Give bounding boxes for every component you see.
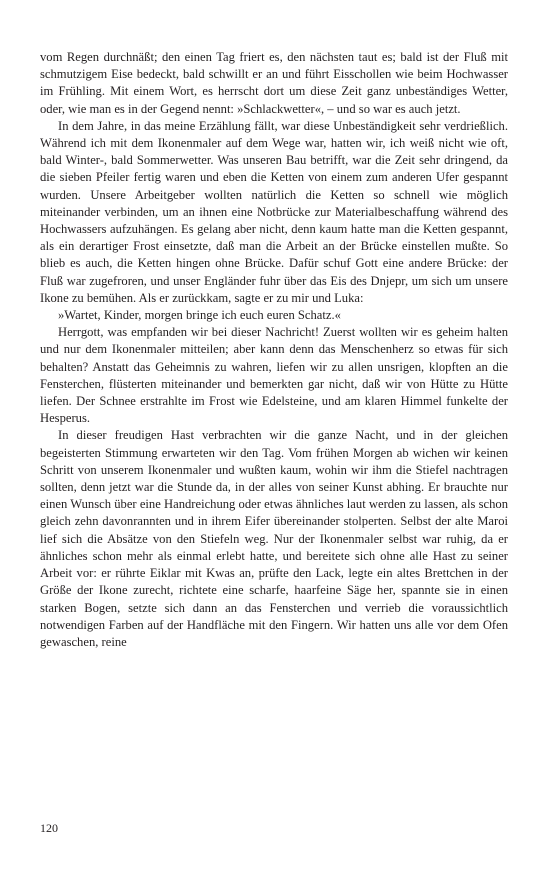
paragraph-5: In dieser freudigen Hast verbrachten wir die ganze Nacht, und in der gleichen begeisterten Stimmung erwarteten wir den Tag. Vom frühen Morgen ab wichen wir keinen Schritt von unserem Ikonenmaler und wußten kaum, wohin wir ihm die Stiefel nachtragen sollten, denn jetzt war die Stunde da, in der alles von seiner Kunst abhing. Er brauchte nur einen Wunsch über eine Handreichung oder etwas ähnliches laut werden zu lassen, als schon gleich zehn davonrannten und in ihrem Eifer übereinander stolperten. Selbst der alte Maroi lief sich die Absätze von den Stiefeln weg. Nur der Ikonenmaler selbst war ruhig, da er ähnliches schon mehr als einmal erlebt hatte, und bereitete sich ohne alle Hast zu seiner Arbeit vor: er rührte Eiklar mit Kwas an, prüfte den Lack, legte ein altes Brettchen in der Größe der Ikone zurecht, richtete eine scharfe, haarfeine Säge her, spannte sie in einen starken Bogen, setzte sich dann an das Fensterchen und verrieb die voraussichtlich notwendigen Farben auf der Handfläche mit den Fingern. Wir hatten uns alle vor dem Ofen gewaschen, reine	[40, 428, 508, 649]
paragraph-2: In dem Jahre, in das meine Erzählung fällt, war diese Unbeständigkeit sehr verdrießlich. Während ich mit dem Ikonenmaler auf dem Wege war, hatten wir, ich weiß nicht wie oft, bald Winter-, bald Sommerwetter. Was unseren Bau betrifft, war die Zeit sehr dringend, da die sieben Pfeiler fertig waren und eben die Ketten von einem zum anderen Ufer gespannt wurden. Unsere Arbeitgeber wollten natürlich die Ketten so schnell wie möglich miteinander verbinden, um an ihnen eine Notbrücke zur Materialbeschaffung während des Hochwassers aufzuhängen. Es gelang aber nicht, denn kaum hatte man die Ketten gespannt, als ein derartiger Frost einsetzte, daß man die Arbeit an der Brücke einstellen mußte. So blieb es auch, die Ketten hingen ohne Brücke. Dafür schuf Gott eine andere Brücke: der Fluß war zugefroren, und unser Engländer fuhr über das Eis des Dnjepr, um sich um unsere Ikone zu bemühen. Als er zurückkam, sagte er zu mir und Luka:	[40, 118, 508, 305]
page-number: 120	[40, 821, 58, 835]
body-text	[40, 49, 508, 651]
paragraph-3: »Wartet, Kinder, morgen bringe ich euch euren Schatz.«	[58, 308, 341, 323]
paragraph-1: vom Regen durchnäßt; den einen Tag friert es, den nächsten taut es; bald ist der Fluß mit schmutzigem Eise bedeckt, bald schwillt er an und führt Eisschollen wie beim Hochwasser im Frühling. Mit einem Wort, es herrscht dort um diese Zeit ganz unbeständiges Wetter, oder, wie man es in der Gegend nennt: »Schlackwetter«, – und so war es auch jetzt.	[40, 50, 508, 116]
paragraph-4: Herrgott, was empfanden wir bei dieser Nachricht! Zuerst wollten wir es geheim halten und nur dem Ikonenmaler mitteilen; aber kann denn das Menschenherz so etwas für sich behalten? Anstatt das Geheimnis zu wahren, liefen wir zu allen unsrigen, klopften an die Fensterchen, flüsterten miteinander und bemerkten gar nicht, daß wir von Hütte zu Hütte liefen. Der Schnee erstrahlte im Frost wie Edelsteine, und am klaren Himmel funkelte der Hesperus.	[40, 325, 508, 426]
